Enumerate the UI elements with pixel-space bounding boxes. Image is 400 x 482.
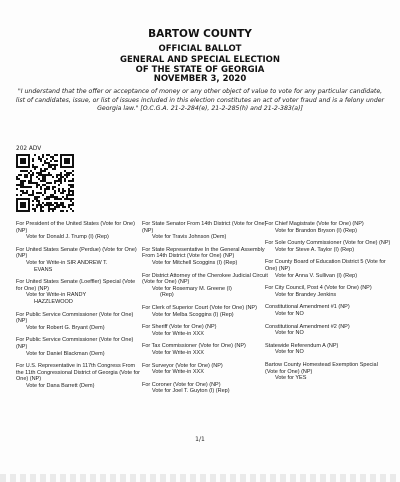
contest-block (16, 312, 142, 332)
contest-title: For President of the United States (Vote for One) (NP) (16, 221, 135, 234)
contest-selection: HAZZLEWOOD (34, 298, 73, 305)
contest-block (142, 305, 268, 318)
contest-title: For County Board of Education District 5 (Vote for One) (NP) (265, 259, 386, 272)
contest-block (265, 221, 391, 234)
election-line-2: OF THE STATE OF GEORGIA (135, 64, 265, 75)
contest-selection: Vote for NO (275, 349, 304, 356)
contest-block (142, 247, 268, 267)
contest-block (142, 363, 268, 376)
scan-edge (0, 474, 400, 482)
contest-block (142, 324, 268, 337)
contest-block (142, 273, 268, 299)
contest-block (16, 363, 142, 389)
contest-selection: Vote for Write-in XXX (152, 369, 204, 376)
contest-selection: Vote for Travis Johnson (Dem) (152, 234, 227, 241)
contest-block (16, 337, 142, 357)
ballot-code: 202 ADV (16, 146, 42, 152)
contest-selection: Vote for Melba Scoggins (I) (Rep) (152, 311, 234, 318)
contest-selection: Vote for NO (275, 330, 304, 337)
contest-selection: Vote for Brandey Jenkins (275, 291, 337, 298)
contest-selection: Vote for Dana Barrett (Dem) (26, 382, 95, 389)
contest-block (16, 221, 142, 241)
contest-selection: (Rep) (160, 292, 174, 299)
contest-block (16, 279, 142, 305)
contest-title: For Surveyor (Vote for One) (NP) (142, 362, 223, 369)
contest-selection: Vote for Joel T. Guyton (I) (Rep) (152, 388, 230, 395)
election-title (0, 56, 400, 85)
contest-selection: Vote for Write-in XXX (152, 349, 204, 356)
contest-selection: Vote for Mitchell Scoggins (I) (Rep) (152, 259, 238, 266)
contest-block (142, 221, 268, 241)
contest-column-3 (265, 221, 391, 388)
contest-selection: Vote for Daniel Blackman (Dem) (26, 350, 105, 357)
contest-block (265, 343, 391, 356)
contest-selection: Vote for Rosemary M. Greene (I) (152, 285, 232, 292)
contest-title: For State Senator From 14th District (Vote for One) (NP) (142, 221, 267, 234)
contest-block (265, 285, 391, 298)
contest-selection: Vote for YES (275, 375, 307, 382)
contest-selection: Vote for Steve A. Taylor (I) (Rep) (275, 246, 355, 253)
contest-block (265, 240, 391, 253)
contest-title: Constitutional Amendment #2 (NP) (265, 323, 350, 330)
contest-title: For U.S. Representative in 117th Congress From the 11th Congressional District of Georgia (Vote for One) (NP) (16, 363, 141, 383)
contest-title: For Chief Magistrate (Vote for One) (NP) (265, 221, 364, 227)
contest-title: For Tax Commissioner (Vote for One) (NP) (142, 343, 246, 350)
contest-title: For District Attorney of the Cherokee Judicial Circuit (Vote for One) (NP) (142, 272, 268, 286)
contest-selection: Vote for Write-in SIR ANDREW T. (26, 259, 108, 266)
voter-fraud-oath: "I understand that the offer or acceptance of money or any other object of value to vote for any particular candidate, list of candidates, issue, or list of issues included in this election constitutes an act of voter fraud and is a felony under Georgia law." [O.C.G.A. 21-2-284(e), 21-2-285(h) and 21-2-383(a)] (15, 88, 385, 113)
contest-selection: Vote for NO (275, 310, 304, 317)
contest-block (265, 259, 391, 279)
contest-selection: Vote for Robert G. Bryant (Dem) (26, 324, 105, 331)
contest-selection: Vote for Brandon Bryson (I) (Rep) (275, 227, 357, 234)
contest-title: For City Council, Post 4 (Vote for One) (NP) (265, 285, 372, 292)
contest-title: For United States Senate (Loeffler) Special (Vote for One) (NP) (16, 279, 136, 292)
contest-title: Bartow County Homestead Exemption Special (Vote for One) (NP) (265, 361, 378, 375)
election-date: NOVEMBER 3, 2020 (153, 74, 247, 84)
ballot-type: OFFICIAL BALLOT (158, 44, 242, 54)
contest-title: For Public Service Commissioner (Vote for One) (NP) (16, 311, 134, 325)
election-line-1: GENERAL AND SPECIAL ELECTION (120, 55, 280, 65)
page-number: 1/1 (195, 436, 205, 443)
contest-block (142, 382, 268, 395)
contest-title: For United States Senate (Perdue) (Vote for One) (NP) (16, 246, 137, 260)
contest-title: For Public Service Commissioner (Vote for One) (NP) (16, 337, 134, 350)
contest-title: For Sheriff (Vote for One) (NP) (142, 324, 217, 331)
contest-column-1 (16, 221, 142, 395)
contest-title: For State Representative In the General Assembly From 14th District (Vote for One) (NP) (142, 246, 265, 260)
qr-code-icon (16, 154, 74, 212)
contest-selection: Vote for Write-in RANDY (26, 292, 87, 299)
contest-block (265, 362, 391, 382)
contest-title: For Clerk of Superior Court (Vote for One) (NP) (142, 304, 257, 311)
contest-selection: EVANS (34, 266, 53, 273)
contest-title: Statewide Referendum A (NP) (265, 342, 339, 349)
contest-block (16, 247, 142, 273)
county-title: BARTOW COUNTY (148, 28, 252, 40)
contest-title: For Sole County Commissioner (Vote for One) (NP) (265, 240, 391, 247)
contest-selection: Vote for Donald J. Trump (I) (Rep) (26, 234, 109, 241)
contest-block (265, 304, 391, 317)
contest-title: For Coroner (Vote for One) (NP) (142, 381, 221, 388)
contest-column-2 (142, 221, 268, 401)
contest-title: Constitutional Amendment #1 (NP) (265, 304, 350, 311)
contest-block (265, 324, 391, 337)
contest-selection: Vote for Write-in XXX (152, 330, 204, 337)
contest-block (142, 343, 268, 356)
contest-selection: Vote for Anna V. Sullivan (I) (Rep) (275, 272, 358, 279)
